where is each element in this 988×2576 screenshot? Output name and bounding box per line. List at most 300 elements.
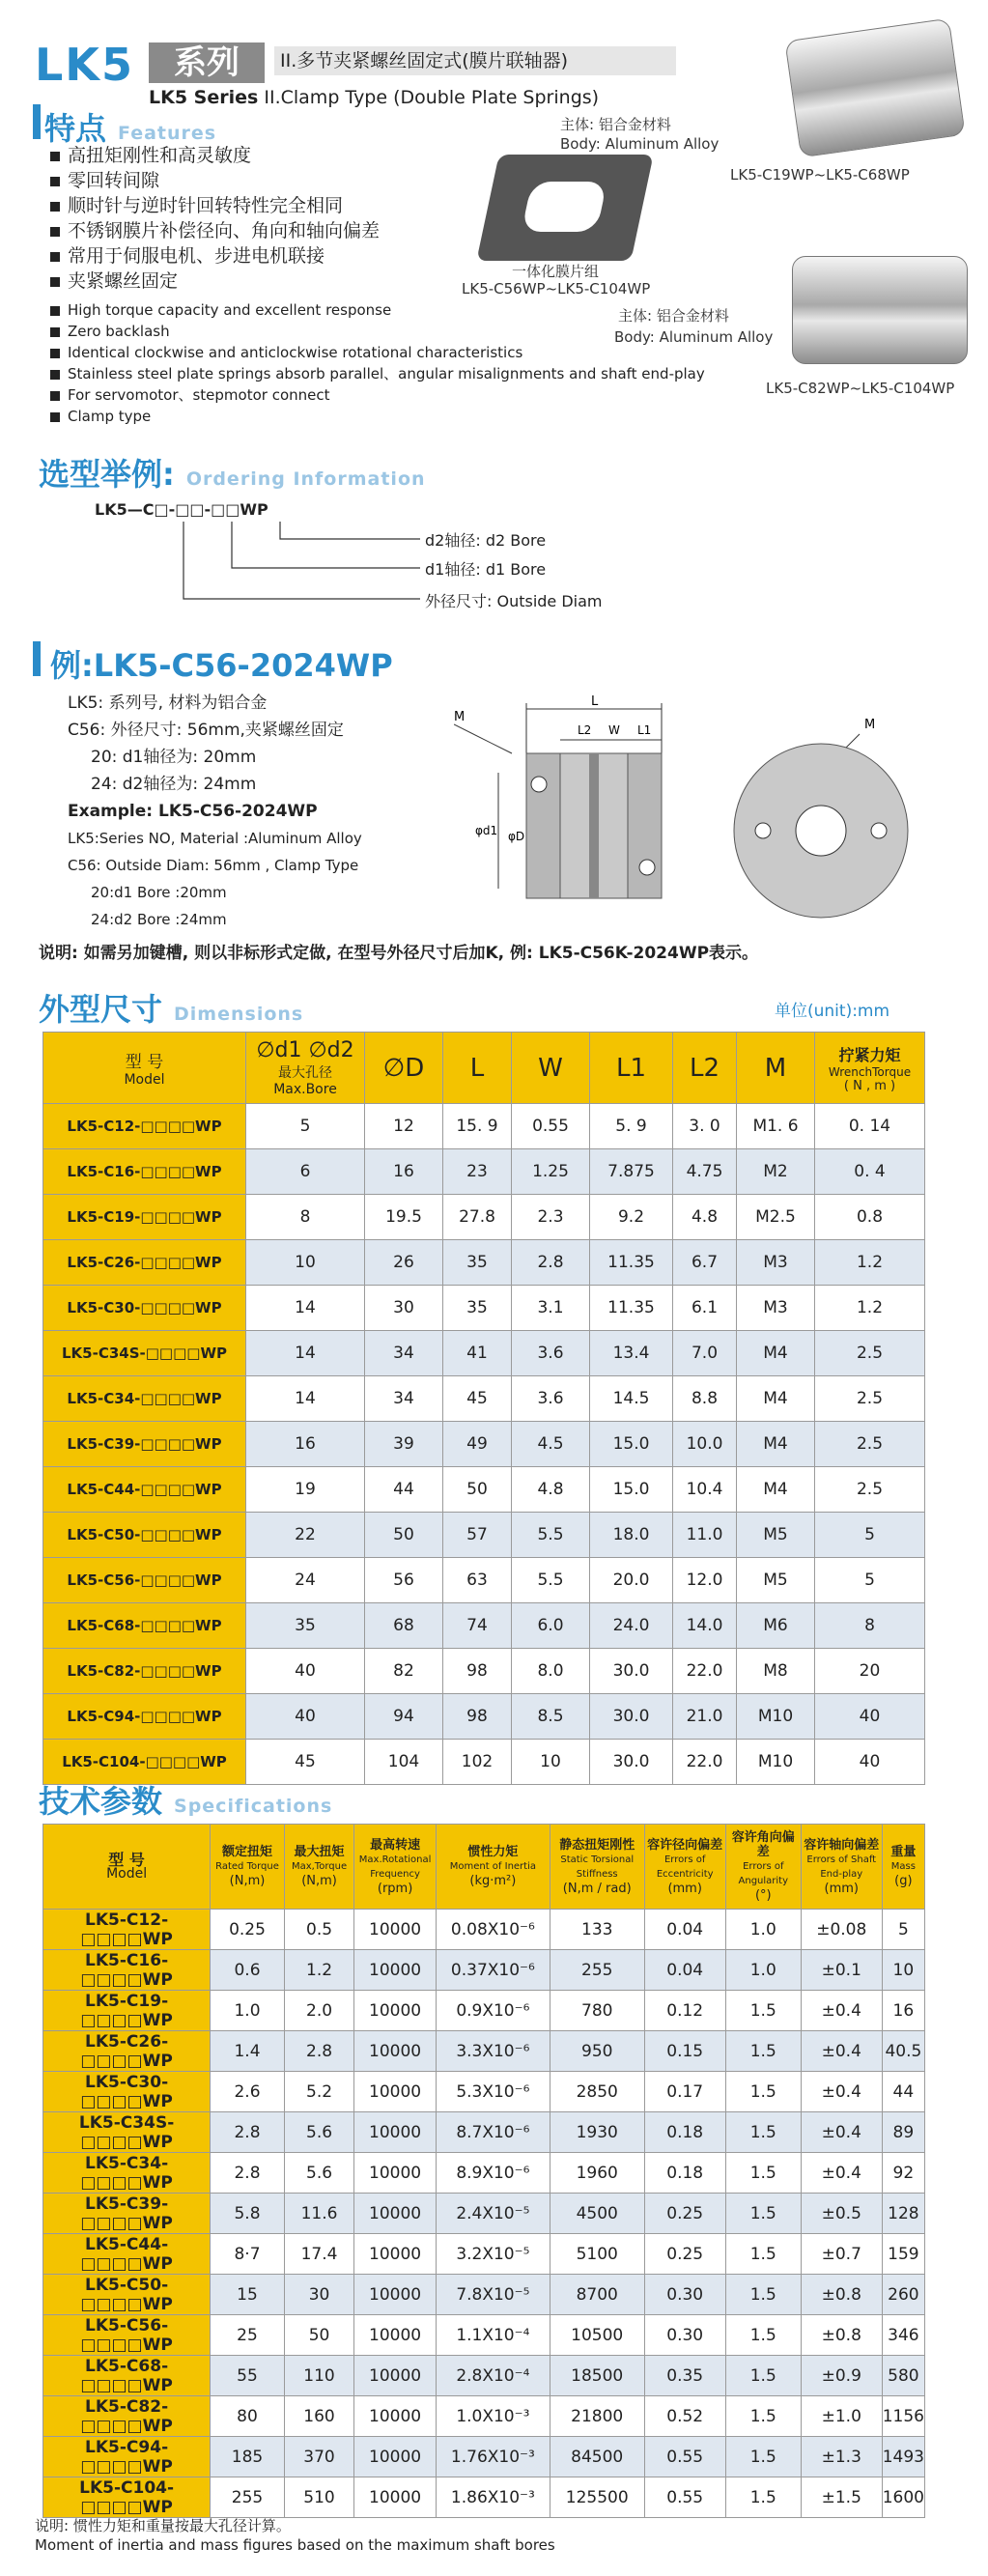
- value-cell: 5.3X10⁻⁶: [436, 2072, 550, 2112]
- model-cell: LK5-C104-□□□□WP: [43, 1740, 246, 1785]
- example-title: 例:LK5-C56-2024WP: [50, 647, 393, 684]
- value-cell: 0.18: [644, 2112, 725, 2153]
- value-cell: ±0.9: [801, 2356, 882, 2396]
- table-row: [43, 2112, 925, 2153]
- value-cell: 30.0: [590, 1694, 673, 1740]
- value-cell: 159: [882, 2234, 924, 2275]
- value-cell: 35: [443, 1286, 512, 1331]
- example-en-title: Example: LK5-C56-2024WP: [68, 802, 318, 821]
- specs-note-en: Moment of inertia and mass figures based on the maximum shaft bores: [35, 2536, 555, 2554]
- value-cell: 92: [882, 2153, 924, 2194]
- value-cell: 1156: [882, 2396, 924, 2437]
- value-cell: 5: [815, 1558, 925, 1603]
- value-cell: 255: [211, 2477, 285, 2518]
- body2-en: Body: Aluminum Alloy: [614, 328, 774, 346]
- ordering-code: LK5—C□-□□-□□WP: [95, 500, 268, 519]
- model-cell: LK5-C34S-□□□□WP: [43, 2112, 211, 2153]
- table-row: [43, 1331, 925, 1376]
- dimension-drawing: [454, 695, 937, 937]
- value-cell: 2.6: [211, 2072, 285, 2112]
- value-cell: 0.55: [644, 2477, 725, 2518]
- value-cell: 8: [246, 1195, 365, 1240]
- model-cell: LK5-C30-□□□□WP: [43, 2072, 211, 2112]
- value-cell: 780: [550, 1991, 644, 2031]
- plate-caption: LK5-C56WP~LK5-C104WP: [462, 280, 651, 297]
- value-cell: 35: [443, 1240, 512, 1286]
- value-cell: ±0.4: [801, 2153, 882, 2194]
- value-cell: 8.9X10⁻⁶: [436, 2153, 550, 2194]
- model-cell: LK5-C19-□□□□WP: [43, 1991, 211, 2031]
- value-cell: 1.0: [725, 1910, 801, 1950]
- example-en-2: C56: Outside Diam: 56mm , Clamp Type: [68, 857, 359, 874]
- feature-en-4: Stainless steel plate springs absorb parallel、angular misalignments and shaft end-play: [50, 363, 705, 384]
- body1-en: Body: Aluminum Alloy: [560, 135, 720, 153]
- series-title: LK5: [35, 39, 134, 91]
- example-en-1: LK5:Series NO, Material :Aluminum Alloy: [68, 830, 362, 847]
- model-cell: LK5-C19-□□□□WP: [43, 1195, 246, 1240]
- value-cell: 1.76X10⁻³: [436, 2437, 550, 2477]
- value-cell: 10000: [354, 2315, 437, 2356]
- value-cell: 2.5: [815, 1467, 925, 1513]
- value-cell: 98: [443, 1649, 512, 1694]
- value-cell: 1.5: [725, 2315, 801, 2356]
- ordering-lines: [174, 518, 425, 605]
- value-cell: 1.5: [725, 2153, 801, 2194]
- specs-title: 技术参数 Specifications: [39, 1783, 333, 1820]
- value-cell: 40: [246, 1649, 365, 1694]
- value-cell: 1.0: [725, 1950, 801, 1991]
- dim-L1: L1: [637, 723, 652, 737]
- value-cell: 9.2: [590, 1195, 673, 1240]
- value-cell: 4.5: [512, 1422, 590, 1467]
- model-cell: LK5-C34-□□□□WP: [43, 1376, 246, 1422]
- dim-col-M: M: [737, 1033, 815, 1104]
- value-cell: 0.25: [211, 1910, 285, 1950]
- value-cell: 19.5: [365, 1195, 443, 1240]
- value-cell: 10000: [354, 2356, 437, 2396]
- value-cell: 63: [443, 1558, 512, 1603]
- value-cell: ±0.8: [801, 2275, 882, 2315]
- value-cell: 1.5: [725, 2234, 801, 2275]
- value-cell: 10000: [354, 2234, 437, 2275]
- value-cell: 27.8: [443, 1195, 512, 1240]
- model-cell: LK5-C44-□□□□WP: [43, 2234, 211, 2275]
- value-cell: 2.8: [512, 1240, 590, 1286]
- dim-d1: φd1: [475, 824, 498, 837]
- table-row: [43, 2396, 925, 2437]
- value-cell: 160: [284, 2396, 353, 2437]
- value-cell: 10.4: [673, 1467, 737, 1513]
- value-cell: 11.0: [673, 1513, 737, 1558]
- table-row: [43, 2477, 925, 2518]
- photo1-caption: LK5-C19WP~LK5-C68WP: [730, 166, 910, 184]
- value-cell: 1.0X10⁻³: [436, 2396, 550, 2437]
- photo2-caption: LK5-C82WP~LK5-C104WP: [766, 380, 955, 397]
- type-cn: II.多节夹紧螺丝固定式(膜片联轴器): [274, 46, 676, 75]
- value-cell: 0.55: [512, 1104, 590, 1149]
- value-cell: 0.8: [815, 1195, 925, 1240]
- value-cell: 0.08X10⁻⁶: [436, 1910, 550, 1950]
- table-row: [43, 2194, 925, 2234]
- value-cell: 0.04: [644, 1950, 725, 1991]
- table-row: [43, 1910, 925, 1950]
- feature-cn-5: 常用于伺服电机、步进电机联接: [50, 243, 380, 269]
- dimensions-title: 外型尺寸 Dimensions: [39, 991, 304, 1028]
- value-cell: ±0.5: [801, 2194, 882, 2234]
- dim-col-L: L: [443, 1033, 512, 1104]
- value-cell: 39: [365, 1422, 443, 1467]
- value-cell: 98: [443, 1694, 512, 1740]
- model-cell: LK5-C50-□□□□WP: [43, 1513, 246, 1558]
- model-cell: LK5-C39-□□□□WP: [43, 1422, 246, 1467]
- value-cell: M4: [737, 1376, 815, 1422]
- value-cell: 110: [284, 2356, 353, 2396]
- value-cell: 10000: [354, 2072, 437, 2112]
- value-cell: 255: [550, 1950, 644, 1991]
- value-cell: 0. 14: [815, 1104, 925, 1149]
- dim-col-D: ∅D: [365, 1033, 443, 1104]
- value-cell: 0.25: [644, 2234, 725, 2275]
- value-cell: 104: [365, 1740, 443, 1785]
- dim-L: L: [591, 695, 599, 709]
- value-cell: 24: [246, 1558, 365, 1603]
- value-cell: 10000: [354, 2275, 437, 2315]
- value-cell: 5.5: [512, 1558, 590, 1603]
- dim-col-W: W: [512, 1033, 590, 1104]
- value-cell: 1.0: [211, 1991, 285, 2031]
- table-row: [43, 1195, 925, 1240]
- value-cell: 1.5: [725, 2396, 801, 2437]
- features-bar: [33, 104, 41, 139]
- value-cell: M5: [737, 1558, 815, 1603]
- value-cell: 56: [365, 1558, 443, 1603]
- value-cell: 0.52: [644, 2396, 725, 2437]
- example-note: 说明: 如需另加键槽, 则以非标形式定做, 在型号外径尺寸后加K, 例: LK5-C56K-2024WP表示。: [39, 944, 759, 963]
- dim-col-L2: L2: [673, 1033, 737, 1104]
- value-cell: 34: [365, 1376, 443, 1422]
- ordering-d2: d2轴径: d2 Bore: [425, 531, 547, 550]
- value-cell: 41: [443, 1331, 512, 1376]
- coupling-photo-2: [792, 256, 968, 364]
- value-cell: 5100: [550, 2234, 644, 2275]
- model-cell: LK5-C26-□□□□WP: [43, 1240, 246, 1286]
- spec-col-header: 最大扭矩 Max,Torque (N,m): [284, 1825, 353, 1910]
- example-cn-1: LK5: 系列号, 材料为铝合金: [68, 694, 268, 713]
- example-en-4: 24:d2 Bore :24mm: [91, 911, 227, 928]
- value-cell: 22: [246, 1513, 365, 1558]
- value-cell: 5: [246, 1104, 365, 1149]
- feature-en-3: Identical clockwise and anticlockwise rotational characteristics: [50, 342, 705, 363]
- ordering-title: 选型举例: Ordering Information: [39, 456, 426, 493]
- value-cell: 44: [365, 1467, 443, 1513]
- value-cell: 20.0: [590, 1558, 673, 1603]
- value-cell: 2.5: [815, 1331, 925, 1376]
- example-en-3: 20:d1 Bore :20mm: [91, 884, 227, 901]
- table-row: [43, 1991, 925, 2031]
- value-cell: 50: [365, 1513, 443, 1558]
- value-cell: 0.37X10⁻⁶: [436, 1950, 550, 1991]
- table-row: [43, 1950, 925, 1991]
- value-cell: 22.0: [673, 1649, 737, 1694]
- value-cell: 1.2: [284, 1950, 353, 1991]
- model-cell: LK5-C82-□□□□WP: [43, 2396, 211, 2437]
- value-cell: 2.0: [284, 1991, 353, 2031]
- value-cell: 10500: [550, 2315, 644, 2356]
- example-cn-4: 24: d2轴径为: 24mm: [91, 775, 257, 794]
- value-cell: 1.2: [815, 1240, 925, 1286]
- value-cell: 40: [246, 1694, 365, 1740]
- model-cell: LK5-C26-□□□□WP: [43, 2031, 211, 2072]
- table-row: [43, 1513, 925, 1558]
- value-cell: 1.5: [725, 2194, 801, 2234]
- value-cell: 11.6: [284, 2194, 353, 2234]
- value-cell: 10000: [354, 2031, 437, 2072]
- value-cell: 5.2: [284, 2072, 353, 2112]
- table-row: [43, 1149, 925, 1195]
- value-cell: 10000: [354, 2153, 437, 2194]
- value-cell: 19: [246, 1467, 365, 1513]
- value-cell: 10000: [354, 1950, 437, 1991]
- value-cell: 21800: [550, 2396, 644, 2437]
- value-cell: 185: [211, 2437, 285, 2477]
- table-row: [43, 1422, 925, 1467]
- plate-caption-cn: 一体化膜片组: [512, 263, 600, 280]
- value-cell: 5. 9: [590, 1104, 673, 1149]
- value-cell: 1.2: [815, 1286, 925, 1331]
- feature-en-1: High torque capacity and excellent response: [50, 299, 705, 321]
- plate-spring-photo: [476, 155, 653, 261]
- model-cell: LK5-C56-□□□□WP: [43, 2315, 211, 2356]
- value-cell: 2.3: [512, 1195, 590, 1240]
- dim-L2: L2: [578, 723, 592, 737]
- feature-cn-1: 高扭矩刚性和高灵敏度: [50, 143, 380, 168]
- value-cell: 14.5: [590, 1376, 673, 1422]
- features-en-list: [50, 299, 705, 427]
- value-cell: M6: [737, 1603, 815, 1649]
- model-cell: LK5-C68-□□□□WP: [43, 2356, 211, 2396]
- value-cell: 30: [284, 2275, 353, 2315]
- value-cell: 2.5: [815, 1422, 925, 1467]
- value-cell: 68: [365, 1603, 443, 1649]
- value-cell: 1.5: [725, 2477, 801, 2518]
- value-cell: 1.5: [725, 1991, 801, 2031]
- value-cell: 950: [550, 2031, 644, 2072]
- value-cell: 133: [550, 1910, 644, 1950]
- value-cell: 3.1: [512, 1286, 590, 1331]
- model-cell: LK5-C104-□□□□WP: [43, 2477, 211, 2518]
- value-cell: 0.5: [284, 1910, 353, 1950]
- spec-col-header: 最高转速 Max.Rotational Frequency (rpm): [354, 1825, 437, 1910]
- value-cell: 50: [284, 2315, 353, 2356]
- value-cell: 14: [246, 1376, 365, 1422]
- value-cell: 10000: [354, 2112, 437, 2153]
- value-cell: 6: [246, 1149, 365, 1195]
- value-cell: 24.0: [590, 1603, 673, 1649]
- value-cell: ±0.4: [801, 1991, 882, 2031]
- specs-note-cn: 说明: 惯性力矩和重量按最大孔径计算。: [35, 2517, 291, 2534]
- table-row: [43, 2072, 925, 2112]
- value-cell: 2.8: [211, 2112, 285, 2153]
- value-cell: 3. 0: [673, 1104, 737, 1149]
- value-cell: 2.5: [815, 1376, 925, 1422]
- model-cell: LK5-C56-□□□□WP: [43, 1558, 246, 1603]
- value-cell: 2.8X10⁻⁴: [436, 2356, 550, 2396]
- table-row: [43, 1240, 925, 1286]
- spec-col-header: 重量 Mass (g): [882, 1825, 924, 1910]
- model-cell: LK5-C30-□□□□WP: [43, 1286, 246, 1331]
- value-cell: 57: [443, 1513, 512, 1558]
- series-label: 系列: [149, 42, 265, 83]
- value-cell: M4: [737, 1422, 815, 1467]
- dim-W: W: [608, 723, 620, 737]
- dim-M2: M: [864, 718, 876, 732]
- dim-col-L1: L1: [590, 1033, 673, 1104]
- spec-col-header: 型 号 Model: [43, 1825, 211, 1910]
- value-cell: 45: [443, 1376, 512, 1422]
- value-cell: 10000: [354, 2437, 437, 2477]
- value-cell: 1.5: [725, 2031, 801, 2072]
- value-cell: 18500: [550, 2356, 644, 2396]
- model-cell: LK5-C94-□□□□WP: [43, 1694, 246, 1740]
- value-cell: 7.0: [673, 1331, 737, 1376]
- table-row: [43, 2031, 925, 2072]
- value-cell: 7.875: [590, 1149, 673, 1195]
- value-cell: 12: [365, 1104, 443, 1149]
- value-cell: 1.4: [211, 2031, 285, 2072]
- value-cell: 34: [365, 1331, 443, 1376]
- value-cell: 26: [365, 1240, 443, 1286]
- table-row: [43, 2315, 925, 2356]
- value-cell: 40.5: [882, 2031, 924, 2072]
- table-row: [43, 2437, 925, 2477]
- value-cell: 6.0: [512, 1603, 590, 1649]
- value-cell: 13.4: [590, 1331, 673, 1376]
- value-cell: 3.6: [512, 1331, 590, 1376]
- table-row: [43, 1603, 925, 1649]
- value-cell: 2.8: [211, 2153, 285, 2194]
- value-cell: 1.5: [725, 2072, 801, 2112]
- value-cell: 30: [365, 1286, 443, 1331]
- value-cell: 1.5: [725, 2275, 801, 2315]
- value-cell: 25: [211, 2315, 285, 2356]
- value-cell: 346: [882, 2315, 924, 2356]
- value-cell: 20: [815, 1649, 925, 1694]
- value-cell: 35: [246, 1603, 365, 1649]
- value-cell: ±1.5: [801, 2477, 882, 2518]
- value-cell: 45: [246, 1740, 365, 1785]
- model-cell: LK5-C82-□□□□WP: [43, 1649, 246, 1694]
- table-row: [43, 1694, 925, 1740]
- value-cell: 0.17: [644, 2072, 725, 2112]
- value-cell: 80: [211, 2396, 285, 2437]
- value-cell: 0.25: [644, 2194, 725, 2234]
- value-cell: ±0.1: [801, 1950, 882, 1991]
- model-cell: LK5-C16-□□□□WP: [43, 1950, 211, 1991]
- value-cell: 1600: [882, 2477, 924, 2518]
- value-cell: 125500: [550, 2477, 644, 2518]
- value-cell: M1. 6: [737, 1104, 815, 1149]
- value-cell: 3.6: [512, 1376, 590, 1422]
- value-cell: 8.8: [673, 1376, 737, 1422]
- table-row: [43, 2356, 925, 2396]
- value-cell: 30.0: [590, 1740, 673, 1785]
- value-cell: 5.5: [512, 1513, 590, 1558]
- value-cell: ±0.7: [801, 2234, 882, 2275]
- model-cell: LK5-C12-□□□□WP: [43, 1910, 211, 1950]
- value-cell: ±0.08: [801, 1910, 882, 1950]
- value-cell: 1.25: [512, 1149, 590, 1195]
- value-cell: M2.5: [737, 1195, 815, 1240]
- value-cell: 1493: [882, 2437, 924, 2477]
- model-cell: LK5-C50-□□□□WP: [43, 2275, 211, 2315]
- value-cell: 11.35: [590, 1286, 673, 1331]
- value-cell: 14: [246, 1286, 365, 1331]
- feature-cn-2: 零回转间隙: [50, 168, 380, 193]
- table-row: [43, 1649, 925, 1694]
- value-cell: 23: [443, 1149, 512, 1195]
- value-cell: 1.5: [725, 2356, 801, 2396]
- value-cell: M3: [737, 1286, 815, 1331]
- value-cell: 14.0: [673, 1603, 737, 1649]
- model-cell: LK5-C34S-□□□□WP: [43, 1331, 246, 1376]
- dim-col-torque: 拧紧力矩 WrenchTorque ( N , m ): [815, 1033, 925, 1104]
- value-cell: 7.8X10⁻⁵: [436, 2275, 550, 2315]
- spec-col-header: 静态扭矩刚性 Static Torsional Stiffness (N,m / rad): [550, 1825, 644, 1910]
- value-cell: 10000: [354, 2477, 437, 2518]
- value-cell: 0.6: [211, 1950, 285, 1991]
- spec-col-header: 容许角向偏差 Errors of Angularity (°): [725, 1825, 801, 1910]
- value-cell: 1.1X10⁻⁴: [436, 2315, 550, 2356]
- table-row: [43, 1286, 925, 1331]
- value-cell: 6.1: [673, 1286, 737, 1331]
- value-cell: 14: [246, 1331, 365, 1376]
- unit-label: 单位(unit):mm: [775, 1002, 890, 1021]
- value-cell: 16: [246, 1422, 365, 1467]
- model-cell: LK5-C39-□□□□WP: [43, 2194, 211, 2234]
- value-cell: 580: [882, 2356, 924, 2396]
- value-cell: 17.4: [284, 2234, 353, 2275]
- value-cell: 18.0: [590, 1513, 673, 1558]
- value-cell: M2: [737, 1149, 815, 1195]
- example-lines: [68, 690, 362, 933]
- value-cell: 4.8: [673, 1195, 737, 1240]
- value-cell: 4500: [550, 2194, 644, 2234]
- model-cell: LK5-C12-□□□□WP: [43, 1104, 246, 1149]
- value-cell: 30.0: [590, 1649, 673, 1694]
- spec-col-header: 容许径向偏差 Errors of Eccentricity (mm): [644, 1825, 725, 1910]
- value-cell: 8·7: [211, 2234, 285, 2275]
- feature-en-2: Zero backlash: [50, 321, 705, 342]
- model-cell: LK5-C68-□□□□WP: [43, 1603, 246, 1649]
- value-cell: ±1.3: [801, 2437, 882, 2477]
- feature-en-6: Clamp type: [50, 406, 705, 427]
- value-cell: 4.8: [512, 1467, 590, 1513]
- value-cell: 2850: [550, 2072, 644, 2112]
- specs-table: [42, 1824, 925, 2518]
- value-cell: 1930: [550, 2112, 644, 2153]
- example-cn-3: 20: d1轴径为: 20mm: [91, 748, 257, 767]
- model-cell: LK5-C94-□□□□WP: [43, 2437, 211, 2477]
- value-cell: ±0.4: [801, 2072, 882, 2112]
- table-row: [43, 1558, 925, 1603]
- example-bar: [33, 641, 41, 676]
- value-cell: 11.35: [590, 1240, 673, 1286]
- value-cell: 0.35: [644, 2356, 725, 2396]
- dim-M: M: [454, 710, 466, 724]
- value-cell: 10: [512, 1740, 590, 1785]
- value-cell: 0.12: [644, 1991, 725, 2031]
- dim-D: φD: [508, 830, 525, 843]
